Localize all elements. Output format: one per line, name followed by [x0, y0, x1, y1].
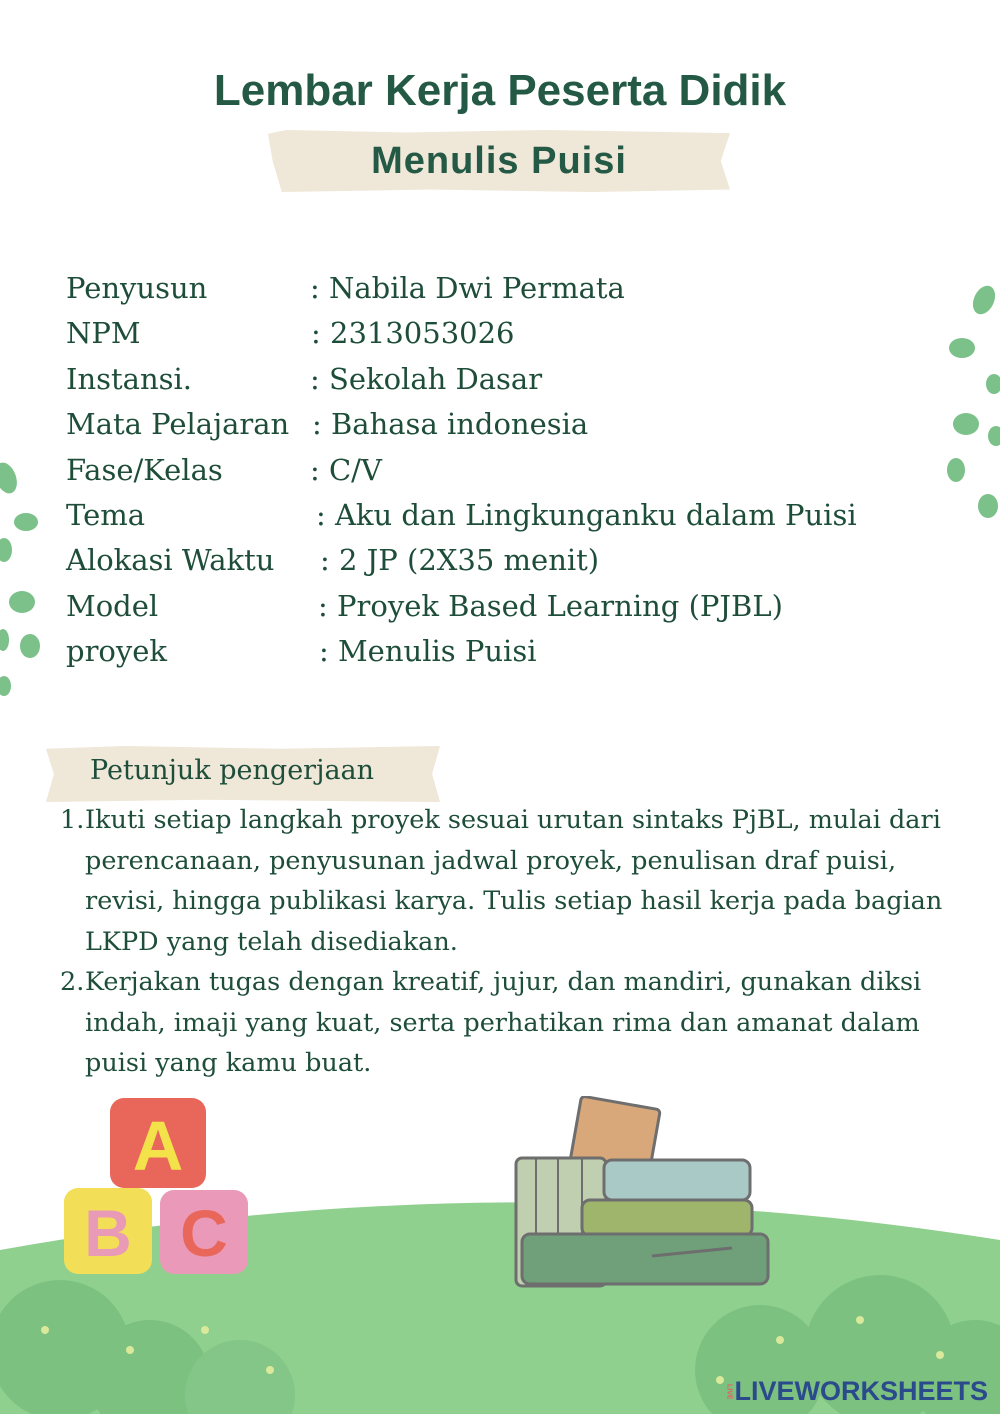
- info-value: : Sekolah Dasar: [310, 361, 543, 396]
- info-label: proyek: [66, 634, 168, 669]
- block-letter-c: C: [180, 1196, 228, 1270]
- block-letter-b: B: [84, 1196, 132, 1270]
- info-value: : C/V: [310, 452, 382, 487]
- info-value: : Bahasa indonesia: [312, 407, 589, 442]
- info-label: Fase/Kelas: [66, 452, 223, 487]
- watermark-text: LIVEWORKSHEETS: [734, 1376, 988, 1406]
- info-value: : Aku dan Lingkunganku dalam Puisi: [316, 497, 857, 532]
- book-stack-illustration: [512, 1096, 772, 1292]
- abc-blocks-illustration: [64, 1098, 254, 1278]
- step-text: Kerjakan tugas dengan kreatif, jujur, dan mandiri, gunakan diksi indah, imaji yang kuat, serta perhatikan rima dan amanat dalam puisi yang kamu buat.: [85, 967, 922, 1078]
- page-subtitle: Menulis Puisi: [371, 140, 627, 182]
- instruction-step: [60, 800, 960, 962]
- info-label: NPM: [66, 316, 141, 351]
- step-number: 2.: [60, 967, 85, 997]
- instruction-step: [60, 962, 960, 1084]
- info-value: : Proyek Based Learning (PJBL): [318, 588, 783, 623]
- info-value: : 2313053026: [311, 316, 515, 351]
- right-leaves-decoration: [940, 280, 1000, 530]
- liveworksheets-logo: [725, 1376, 988, 1407]
- page-title: Lembar Kerja Peserta Didik: [213, 66, 787, 115]
- instructions-title: Petunjuk pengerjaan: [90, 755, 375, 786]
- info-label: Model: [66, 588, 159, 623]
- step-text: Ikuti setiap langkah proyek sesuai urutan sintaks PjBL, mulai dari perencanaan, penyusunan jadwal proyek, penulisan draf puisi, revisi, hingga publikasi karya. Tulis setiap hasil kerja pada bagian LKPD yang telah disediakan.: [85, 805, 943, 957]
- info-label: Alokasi Waktu: [66, 543, 275, 578]
- info-label: Instansi.: [66, 361, 193, 396]
- info-value: : Menulis Puisi: [319, 634, 537, 669]
- info-label: Penyusun: [66, 271, 208, 305]
- info-value: : 2 JP (2X35 menit): [320, 543, 600, 578]
- liveworksheets-mark-icon: LIVE: [725, 1383, 733, 1400]
- step-number: 1.: [60, 805, 85, 835]
- left-leaves-decoration: [0, 450, 50, 710]
- info-label: Mata Pelajaran: [66, 407, 290, 442]
- block-letter-a: A: [132, 1107, 184, 1185]
- info-label: Tema: [66, 497, 146, 532]
- instructions-list: [60, 800, 960, 1084]
- info-value: : Nabila Dwi Permata: [310, 271, 625, 305]
